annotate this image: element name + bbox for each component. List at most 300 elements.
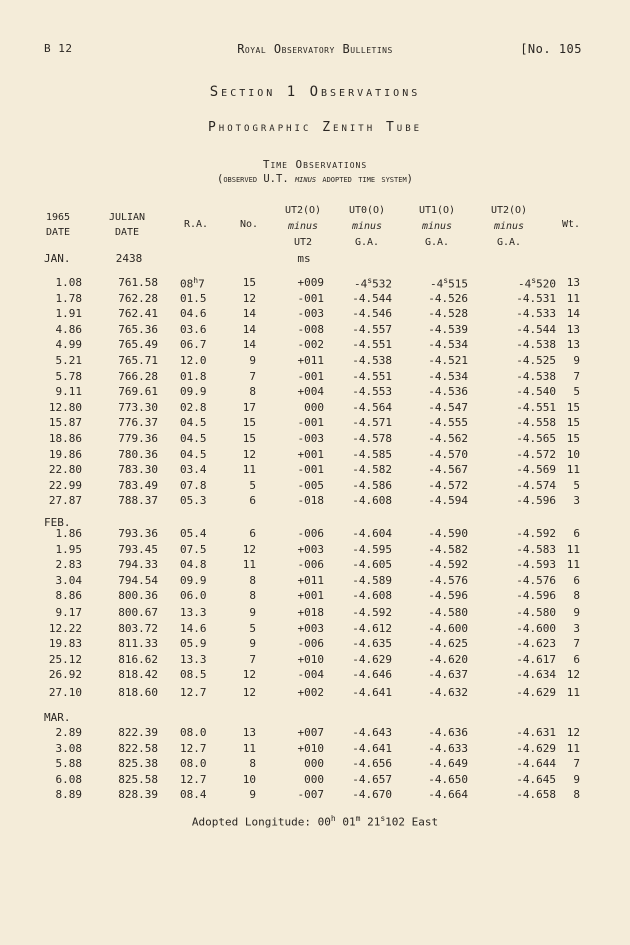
table-row <box>0 463 630 478</box>
cell-julian-date: 773.30 <box>118 400 158 414</box>
cell-ut2-minus-ut2: -005 <box>297 478 324 492</box>
cell-ut1-minus-ga: -4.521 <box>428 354 468 367</box>
cell-date: 2.89 <box>55 726 82 739</box>
cell-count: 12 <box>242 447 256 461</box>
cell-ut0-minus-ga: -4.592 <box>352 606 392 619</box>
cell-ut2-minus-ut2: +001 <box>297 589 324 602</box>
table-row <box>0 558 630 573</box>
cell-ut2-minus-ga: -4.645 <box>516 772 556 786</box>
cell-date: 15.87 <box>48 416 82 429</box>
cell-ut0-minus-ga: -4.643 <box>352 726 392 739</box>
cell-ra: 12.7 <box>180 772 207 786</box>
cell-date: 2.83 <box>55 558 82 571</box>
cell-ut1-minus-ga: -4.590 <box>428 527 468 540</box>
table-row <box>0 757 630 772</box>
unit-ms: ms <box>297 252 311 265</box>
table-row <box>0 574 630 589</box>
cell-date: 4.99 <box>55 338 82 351</box>
jd-base: 2438 <box>115 252 143 265</box>
cell-julian-date: 822.39 <box>118 726 158 739</box>
cell-julian-date: 783.30 <box>118 463 158 476</box>
cell-ut2-minus-ut2: -003 <box>297 432 324 445</box>
cell-weight: 3 <box>573 621 580 635</box>
cell-ut1-minus-ga: -4.592 <box>428 558 468 571</box>
cell-ut0-minus-ga: -4.604 <box>352 527 392 540</box>
cell-count: 8 <box>249 385 256 398</box>
cell-julian-date: 779.36 <box>118 432 158 445</box>
cell-julian-date: 780.36 <box>118 447 158 461</box>
cell-ut1-minus-ga: -4.600 <box>428 621 468 635</box>
cell-date: 25.12 <box>48 652 82 666</box>
cell-ra: 04.5 <box>180 447 207 461</box>
cell-weight: 9 <box>573 772 580 786</box>
cell-ra: 04.5 <box>180 416 207 429</box>
cell-ra: 08.0 <box>180 726 207 739</box>
cell-ut1-minus-ga: -4.547 <box>428 400 468 414</box>
adopted-longitude: Adopted Longitude: 00$^h$ 01$^m$ 21$^s$102 East <box>191 814 439 829</box>
cell-ut1-minus-ga: -4.636 <box>428 726 468 739</box>
table-row <box>0 338 630 353</box>
table-row <box>0 416 630 431</box>
cell-weight: 11 <box>566 686 580 699</box>
cell-ra: 06.7 <box>180 338 207 351</box>
cell-julian-date: 762.28 <box>118 291 158 305</box>
table-row <box>0 385 630 400</box>
cell-ut0-minus-ga: -4.551 <box>352 338 392 351</box>
cell-ut2-minus-ut2: -006 <box>297 637 324 650</box>
cell-julian-date: 769.61 <box>118 385 158 398</box>
cell-weight: 6 <box>573 527 580 540</box>
cell-weight: 11 <box>566 463 580 476</box>
cell-ut1-minus-ga: -4.562 <box>428 432 468 445</box>
cell-date: 6.08 <box>55 772 82 786</box>
cell-weight: 12 <box>566 668 580 681</box>
cell-ut2-minus-ga: -4.596 <box>516 494 556 507</box>
cell-ra: 12.0 <box>180 354 207 367</box>
cell-julian-date: 818.42 <box>118 668 158 681</box>
cell-ut1-minus-ga: -4.582 <box>428 542 468 556</box>
cell-weight: 13 <box>566 276 580 289</box>
cell-ut2-minus-ut2: 000 <box>304 757 324 770</box>
cell-ut2-minus-ga: -4.580 <box>516 606 556 619</box>
cell-count: 11 <box>242 558 256 571</box>
cell-ut2-minus-ga: -4.538 <box>516 338 556 351</box>
cell-count: 14 <box>242 307 256 320</box>
cell-ut0-minus-ga: -4.605 <box>352 558 392 571</box>
cell-weight: 14 <box>566 307 580 320</box>
cell-ut2-minus-ga: -4.558 <box>516 416 556 429</box>
cell-ut0-minus-ga: -4.546 <box>352 307 392 320</box>
cell-ut1-minus-ga: -4.632 <box>428 686 468 699</box>
table-row <box>0 686 630 701</box>
cell-count: 7 <box>249 652 256 666</box>
cell-ut1-minus-ga: -4$^s$515 <box>430 276 468 291</box>
cell-ra: 08.4 <box>180 788 207 801</box>
col-ut2-header: UT2(O) minus UT2 <box>284 205 322 248</box>
cell-ut2-minus-ut2: -007 <box>297 788 324 801</box>
cell-ut2-minus-ut2: +003 <box>297 621 324 635</box>
cell-weight: 11 <box>566 291 580 305</box>
cell-ut1-minus-ga: -4.596 <box>428 589 468 602</box>
cell-julian-date: 766.28 <box>118 369 158 383</box>
cell-ut2-minus-ga: -4$^s$520 <box>518 276 556 291</box>
cell-ut0-minus-ga: -4.585 <box>352 447 392 461</box>
cell-date: 22.99 <box>48 478 82 492</box>
cell-ut2-minus-ut2: -006 <box>297 527 324 540</box>
cell-ra: 13.3 <box>180 606 207 619</box>
cell-julian-date: 776.37 <box>118 416 158 429</box>
month-label-jan: JAN. <box>44 252 71 265</box>
cell-ut1-minus-ga: -4.528 <box>428 307 468 320</box>
cell-date: 4.86 <box>55 322 82 336</box>
cell-ut2-minus-ga: -4.574 <box>516 478 556 492</box>
cell-ut2-minus-ut2: -001 <box>297 463 324 476</box>
cell-ut2-minus-ut2: -018 <box>297 494 324 507</box>
cell-date: 1.86 <box>55 527 82 540</box>
cell-julian-date: 803.72 <box>118 621 158 635</box>
cell-ra: 04.8 <box>180 558 207 571</box>
section-title: Section 1 Observations <box>209 84 421 100</box>
month-label-feb: FEB. <box>44 516 71 529</box>
cell-weight: 7 <box>573 757 580 770</box>
cell-ut2-minus-ga: -4.617 <box>516 652 556 666</box>
cell-ra: 03.6 <box>180 322 207 336</box>
cell-ut2-minus-ga: -4.658 <box>516 788 556 801</box>
cell-ut2-minus-ut2: +003 <box>297 542 324 556</box>
table-row <box>0 606 630 621</box>
table-row <box>0 276 630 291</box>
cell-weight: 15 <box>566 400 580 414</box>
cell-count: 13 <box>242 726 256 739</box>
cell-julian-date: 794.33 <box>118 558 158 571</box>
cell-date: 12.80 <box>48 400 82 414</box>
cell-julian-date: 793.45 <box>118 542 158 556</box>
cell-date: 9.11 <box>55 385 82 398</box>
cell-ut2-minus-ut2: +011 <box>297 354 324 367</box>
cell-count: 11 <box>242 463 256 476</box>
cell-date: 19.83 <box>48 637 82 650</box>
issue-number: [No. 105 <box>520 42 582 56</box>
cell-ut2-minus-ga: -4.551 <box>516 400 556 414</box>
cell-ut1-minus-ga: -4.620 <box>428 652 468 666</box>
table-row <box>0 448 630 463</box>
cell-julian-date: 788.37 <box>118 494 158 507</box>
col-ut0-header: UT0(O) minus G.A. <box>348 205 386 248</box>
cell-ra: 05.3 <box>180 494 207 507</box>
table-row <box>0 292 630 307</box>
table-row <box>0 622 630 637</box>
cell-ut0-minus-ga: -4.586 <box>352 478 392 492</box>
cell-weight: 5 <box>573 478 580 492</box>
table-row <box>0 432 630 447</box>
cell-ut0-minus-ga: -4.635 <box>352 637 392 650</box>
page-number: B 12 <box>44 42 73 55</box>
cell-date: 1.08 <box>55 276 82 289</box>
cell-weight: 7 <box>573 369 580 383</box>
col-no-header: No. <box>239 219 259 230</box>
cell-julian-date: 800.67 <box>118 606 158 619</box>
cell-ut0-minus-ga: -4.641 <box>352 741 392 755</box>
cell-ut1-minus-ga: -4.536 <box>428 385 468 398</box>
cell-ut2-minus-ut2: 000 <box>304 400 324 414</box>
cell-weight: 13 <box>566 338 580 351</box>
cell-count: 7 <box>249 369 256 383</box>
table-row <box>0 494 630 509</box>
cell-ut1-minus-ga: -4.633 <box>428 741 468 755</box>
cell-julian-date: 828.39 <box>118 788 158 801</box>
cell-ut0-minus-ga: -4.582 <box>352 463 392 476</box>
cell-ra: 01.5 <box>180 291 207 305</box>
instrument-title: Photographic Zenith Tube <box>207 120 423 135</box>
cell-ut1-minus-ga: -4.555 <box>428 416 468 429</box>
cell-weight: 8 <box>573 788 580 801</box>
cell-ut1-minus-ga: -4.664 <box>428 788 468 801</box>
cell-count: 12 <box>242 668 256 681</box>
cell-ut0-minus-ga: -4.595 <box>352 542 392 556</box>
cell-ut0-minus-ga: -4.538 <box>352 354 392 367</box>
cell-julian-date: 783.49 <box>118 478 158 492</box>
cell-count: 10 <box>242 772 256 786</box>
table-row <box>0 354 630 369</box>
cell-julian-date: 793.36 <box>118 527 158 540</box>
cell-ra: 04.5 <box>180 432 207 445</box>
cell-ra: 12.7 <box>180 686 207 699</box>
cell-count: 5 <box>249 478 256 492</box>
cell-ut2-minus-ga: -4.629 <box>516 741 556 755</box>
cell-ut2-minus-ut2: +007 <box>297 726 324 739</box>
cell-date: 8.89 <box>55 788 82 801</box>
cell-ut2-minus-ga: -4.533 <box>516 307 556 320</box>
cell-julian-date: 811.33 <box>118 637 158 650</box>
cell-count: 5 <box>249 621 256 635</box>
col-ut1-header: UT1(O) minus G.A. <box>418 205 456 248</box>
cell-julian-date: 761.58 <box>118 276 158 289</box>
cell-date: 5.78 <box>55 369 82 383</box>
cell-ut1-minus-ga: -4.534 <box>428 338 468 351</box>
cell-ra: 08$^h$7 <box>180 276 205 291</box>
cell-date: 18.86 <box>48 432 82 445</box>
table-title: Time Observations <box>262 158 368 171</box>
cell-ut2-minus-ga: -4.623 <box>516 637 556 650</box>
cell-count: 8 <box>249 757 256 770</box>
cell-weight: 15 <box>566 416 580 429</box>
cell-ut0-minus-ga: -4.612 <box>352 621 392 635</box>
month-label-mar: MAR. <box>44 711 71 724</box>
cell-julian-date: 822.58 <box>118 741 158 755</box>
cell-ut0-minus-ga: -4.564 <box>352 400 392 414</box>
cell-count: 6 <box>249 527 256 540</box>
cell-ra: 07.8 <box>180 478 207 492</box>
col-wt-header: Wt. <box>561 219 581 230</box>
cell-ut1-minus-ga: -4.650 <box>428 772 468 786</box>
cell-date: 1.78 <box>55 291 82 305</box>
cell-ut2-minus-ut2: +011 <box>297 573 324 587</box>
table-row <box>0 479 630 494</box>
cell-ut2-minus-ga: -4.600 <box>516 621 556 635</box>
table-row <box>0 527 630 542</box>
cell-weight: 5 <box>573 385 580 398</box>
cell-ra: 08.5 <box>180 668 207 681</box>
cell-ut2-minus-ga: -4.531 <box>516 291 556 305</box>
table-subtitle: (observed U.T. minus adopted time system) <box>217 173 413 185</box>
cell-weight: 15 <box>566 432 580 445</box>
cell-date: 3.08 <box>55 741 82 755</box>
cell-weight: 11 <box>566 741 580 755</box>
cell-weight: 10 <box>566 447 580 461</box>
cell-ra: 09.9 <box>180 573 207 587</box>
cell-date: 5.21 <box>55 354 82 367</box>
cell-count: 15 <box>242 416 256 429</box>
cell-ut2-minus-ut2: +002 <box>297 686 324 699</box>
cell-date: 8.86 <box>55 589 82 602</box>
table-row <box>0 637 630 652</box>
cell-ra: 04.6 <box>180 307 207 320</box>
cell-ut0-minus-ga: -4.629 <box>352 652 392 666</box>
cell-weight: 9 <box>573 606 580 619</box>
cell-ut2-minus-ga: -4.644 <box>516 757 556 770</box>
cell-weight: 6 <box>573 573 580 587</box>
cell-count: 8 <box>249 589 256 602</box>
table-row <box>0 773 630 788</box>
cell-ut2-minus-ut2: +004 <box>297 385 324 398</box>
cell-count: 15 <box>242 432 256 445</box>
cell-count: 6 <box>249 494 256 507</box>
cell-julian-date: 800.36 <box>118 589 158 602</box>
cell-ut1-minus-ga: -4.625 <box>428 637 468 650</box>
cell-ut2-minus-ga: -4.565 <box>516 432 556 445</box>
cell-count: 12 <box>242 686 256 699</box>
col-ut2ga-header: UT2(O) minus G.A. <box>490 205 528 248</box>
cell-ut2-minus-ut2: +010 <box>297 741 324 755</box>
cell-ut1-minus-ga: -4.534 <box>428 369 468 383</box>
cell-ut2-minus-ut2: +018 <box>297 606 324 619</box>
cell-ut1-minus-ga: -4.526 <box>428 291 468 305</box>
cell-ut2-minus-ut2: +001 <box>297 447 324 461</box>
cell-ut0-minus-ga: -4.589 <box>352 573 392 587</box>
cell-ut2-minus-ut2: -003 <box>297 307 324 320</box>
table-row <box>0 742 630 757</box>
cell-weight: 6 <box>573 652 580 666</box>
cell-ut1-minus-ga: -4.576 <box>428 573 468 587</box>
cell-ut2-minus-ga: -4.540 <box>516 385 556 398</box>
table-row <box>0 788 630 803</box>
cell-ut1-minus-ga: -4.539 <box>428 322 468 336</box>
cell-weight: 3 <box>573 494 580 507</box>
cell-ut2-minus-ga: -4.544 <box>516 322 556 336</box>
cell-count: 14 <box>242 338 256 351</box>
cell-weight: 8 <box>573 589 580 602</box>
running-title: Royal Observatory Bulletins <box>237 42 393 56</box>
col-julian-header: JULIAN DATE <box>108 212 146 238</box>
cell-ut0-minus-ga: -4.544 <box>352 291 392 305</box>
cell-ut2-minus-ga: -4.583 <box>516 542 556 556</box>
cell-ut2-minus-ga: -4.596 <box>516 589 556 602</box>
cell-ut1-minus-ga: -4.594 <box>428 494 468 507</box>
cell-ut0-minus-ga: -4.646 <box>352 668 392 681</box>
cell-ra: 07.5 <box>180 542 207 556</box>
cell-date: 5.88 <box>55 757 82 770</box>
cell-ut2-minus-ut2: +009 <box>297 276 324 289</box>
cell-ra: 12.7 <box>180 741 207 755</box>
cell-ut0-minus-ga: -4.551 <box>352 369 392 383</box>
cell-count: 12 <box>242 542 256 556</box>
cell-weight: 11 <box>566 542 580 556</box>
cell-ut0-minus-ga: -4.578 <box>352 432 392 445</box>
cell-ut0-minus-ga: -4.657 <box>352 772 392 786</box>
cell-julian-date: 765.36 <box>118 322 158 336</box>
cell-ra: 02.8 <box>180 400 207 414</box>
cell-date: 26.92 <box>48 668 82 681</box>
cell-julian-date: 816.62 <box>118 652 158 666</box>
cell-ut2-minus-ut2: -004 <box>297 668 324 681</box>
cell-julian-date: 794.54 <box>118 573 158 587</box>
cell-ut2-minus-ga: -4.525 <box>516 354 556 367</box>
cell-ut0-minus-ga: -4.670 <box>352 788 392 801</box>
table-row <box>0 726 630 741</box>
cell-date: 9.17 <box>55 606 82 619</box>
cell-ut1-minus-ga: -4.637 <box>428 668 468 681</box>
cell-count: 9 <box>249 354 256 367</box>
cell-ut2-minus-ga: -4.592 <box>516 527 556 540</box>
cell-count: 9 <box>249 606 256 619</box>
cell-julian-date: 825.58 <box>118 772 158 786</box>
cell-ut0-minus-ga: -4.571 <box>352 416 392 429</box>
cell-ut2-minus-ut2: -006 <box>297 558 324 571</box>
cell-ra: 06.0 <box>180 589 207 602</box>
cell-count: 12 <box>242 291 256 305</box>
cell-ut2-minus-ut2: -008 <box>297 322 324 336</box>
cell-count: 9 <box>249 788 256 801</box>
cell-ut1-minus-ga: -4.580 <box>428 606 468 619</box>
cell-weight: 9 <box>573 354 580 367</box>
cell-julian-date: 765.49 <box>118 338 158 351</box>
table-row <box>0 589 630 604</box>
cell-count: 11 <box>242 741 256 755</box>
table-row <box>0 323 630 338</box>
col-date-header: 1965 DATE <box>45 212 71 238</box>
cell-ut1-minus-ga: -4.649 <box>428 757 468 770</box>
table-row <box>0 307 630 322</box>
cell-weight: 13 <box>566 322 580 336</box>
table-row <box>0 653 630 668</box>
cell-ut2-minus-ut2: -001 <box>297 291 324 305</box>
table-row <box>0 401 630 416</box>
cell-weight: 11 <box>566 558 580 571</box>
cell-ut2-minus-ga: -4.572 <box>516 447 556 461</box>
cell-ut2-minus-ut2: -002 <box>297 338 324 351</box>
cell-count: 14 <box>242 322 256 336</box>
cell-ut0-minus-ga: -4.641 <box>352 686 392 699</box>
cell-count: 15 <box>242 276 256 289</box>
cell-ut0-minus-ga: -4.557 <box>352 322 392 336</box>
cell-date: 22.80 <box>48 463 82 476</box>
cell-count: 8 <box>249 573 256 587</box>
cell-ut2-minus-ga: -4.634 <box>516 668 556 681</box>
table-row <box>0 668 630 683</box>
cell-weight: 12 <box>566 726 580 739</box>
cell-ra: 08.0 <box>180 757 207 770</box>
cell-ut1-minus-ga: -4.572 <box>428 478 468 492</box>
cell-date: 1.91 <box>55 307 82 320</box>
cell-ut2-minus-ut2: 000 <box>304 772 324 786</box>
cell-date: 27.10 <box>48 686 82 699</box>
cell-ra: 13.3 <box>180 652 207 666</box>
cell-ut2-minus-ga: -4.631 <box>516 726 556 739</box>
cell-ut0-minus-ga: -4$^s$532 <box>354 276 392 291</box>
cell-ut1-minus-ga: -4.567 <box>428 463 468 476</box>
cell-date: 12.22 <box>48 621 82 635</box>
cell-date: 3.04 <box>55 573 82 587</box>
